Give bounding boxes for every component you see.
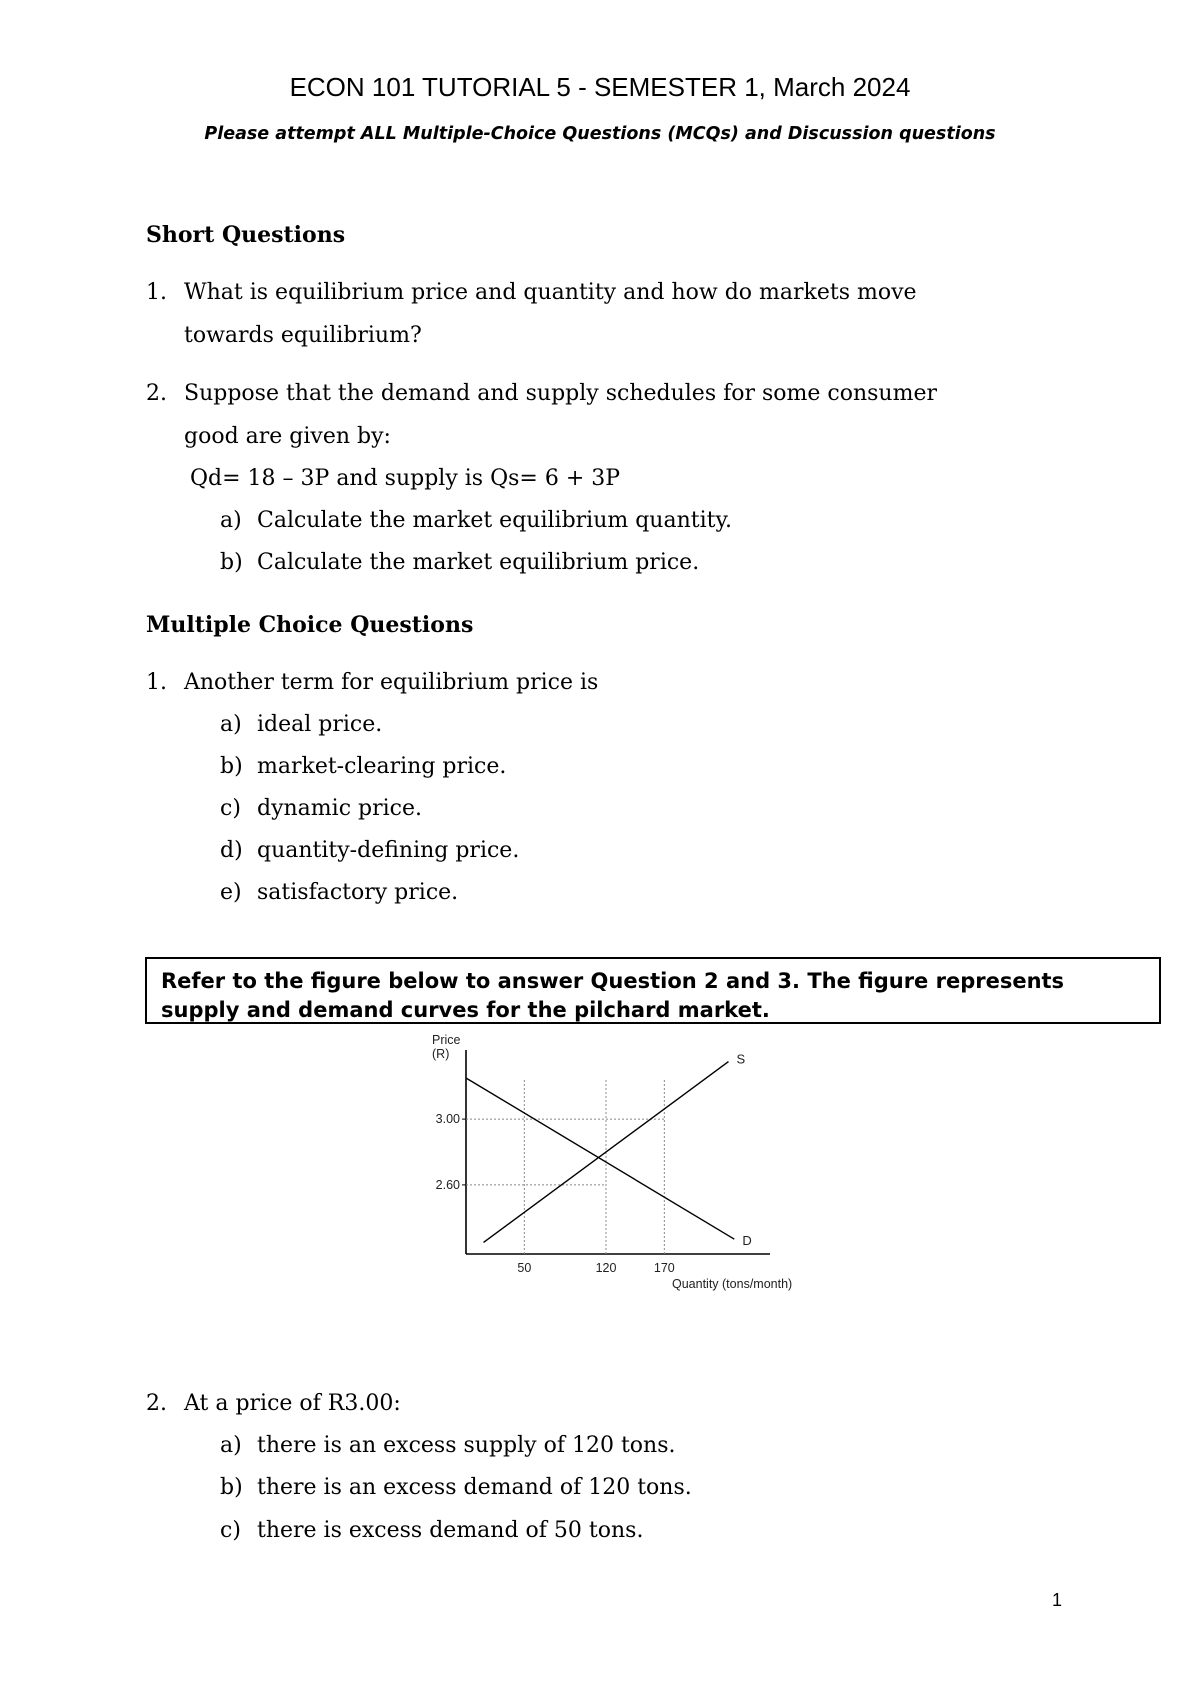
- short-q2-option-a-text: Calculate the market equilibrium quantity.: [257, 508, 732, 533]
- instruction-text: [161, 967, 1064, 1025]
- x-tick-label-50: 50: [517, 1261, 532, 1275]
- x-tick-label-170: 170: [653, 1261, 675, 1275]
- short-q2-line2: good are given by:: [184, 424, 391, 449]
- short-q1-number: 1.: [146, 280, 167, 305]
- instruction-box: [145, 957, 1161, 1024]
- mcq-q1-number: 1.: [146, 670, 167, 695]
- y-axis-label-line-2: (R): [432, 1047, 450, 1061]
- mcq-q2-option-a-text: there is an excess supply of 120 tons.: [257, 1433, 676, 1458]
- short-questions-heading: Short Questions: [146, 222, 346, 248]
- page-subtitle: Please attempt ALL Multiple-Choice Questions (MCQs) and Discussion questions: [204, 124, 996, 144]
- demand-curve: [466, 1078, 734, 1239]
- y-axis-label-line-1: Price: [432, 1033, 461, 1047]
- y-tick-label-1: 2.60: [435, 1177, 460, 1192]
- short-q1-line2: towards equilibrium?: [184, 323, 422, 348]
- instruction-line-1: Refer to the figure below to answer Question 2 and 3. The figure represents: [161, 969, 1065, 993]
- mcq-q1-option-d-text: quantity-defining price.: [257, 838, 520, 863]
- mcq-heading: Multiple Choice Questions: [146, 612, 474, 638]
- short-q2-line1: Suppose that the demand and supply schedules for some consumer: [184, 381, 937, 406]
- short-q2-equation: Qd= 18 – 3P and supply is Qs= 6 + 3P: [190, 466, 621, 491]
- page-number: 1: [1052, 1590, 1063, 1610]
- mcq-q2-option-a-letter: a): [220, 1433, 242, 1458]
- demand-curve-label: D: [742, 1233, 752, 1249]
- short-q2-option-b-text: Calculate the market equilibrium price.: [257, 550, 700, 575]
- y-tick-label-0: 3.00: [435, 1112, 460, 1127]
- mcq-q1-option-b-text: market-clearing price.: [257, 754, 507, 779]
- mcq-q1-option-d-letter: d): [220, 838, 243, 863]
- mcq-q1-option-a-text: ideal price.: [257, 712, 383, 737]
- mcq-q1-option-e-text: satisfactory price.: [257, 880, 459, 905]
- x-axis-label: Quantity (tons/month): [672, 1277, 793, 1291]
- mcq-q1-option-e-letter: e): [220, 880, 242, 905]
- mcq-q1-option-c-text: dynamic price.: [257, 796, 422, 821]
- mcq-q2-number: 2.: [146, 1391, 167, 1416]
- short-q2-option-b-letter: b): [220, 550, 243, 575]
- short-q2-number: 2.: [146, 381, 167, 406]
- supply-curve-label: S: [736, 1051, 746, 1067]
- mcq-q2-option-c-text: there is excess demand of 50 tons.: [257, 1518, 644, 1543]
- mcq-q1-option-b-letter: b): [220, 754, 243, 779]
- supply-demand-chart: [420, 1030, 840, 1305]
- page-title: ECON 101 TUTORIAL 5 - SEMESTER 1, March 2024: [289, 72, 911, 102]
- mcq-q2-option-b-letter: b): [220, 1475, 243, 1500]
- mcq-q1-option-a-letter: a): [220, 712, 242, 737]
- short-q1-line1: What is equilibrium price and quantity and how do markets move: [184, 280, 917, 305]
- x-tick-label-120: 120: [595, 1261, 617, 1275]
- mcq-q2-text: At a price of R3.00:: [184, 1391, 401, 1416]
- short-q2-option-a-letter: a): [220, 508, 242, 533]
- mcq-q2-option-b-text: there is an excess demand of 120 tons.: [257, 1475, 692, 1500]
- mcq-q2-option-c-letter: c): [220, 1518, 241, 1543]
- mcq-q1-text: Another term for equilibrium price is: [184, 670, 599, 695]
- instruction-line-2: supply and demand curves for the pilchard market.: [161, 998, 770, 1022]
- mcq-q1-option-c-letter: c): [220, 796, 241, 821]
